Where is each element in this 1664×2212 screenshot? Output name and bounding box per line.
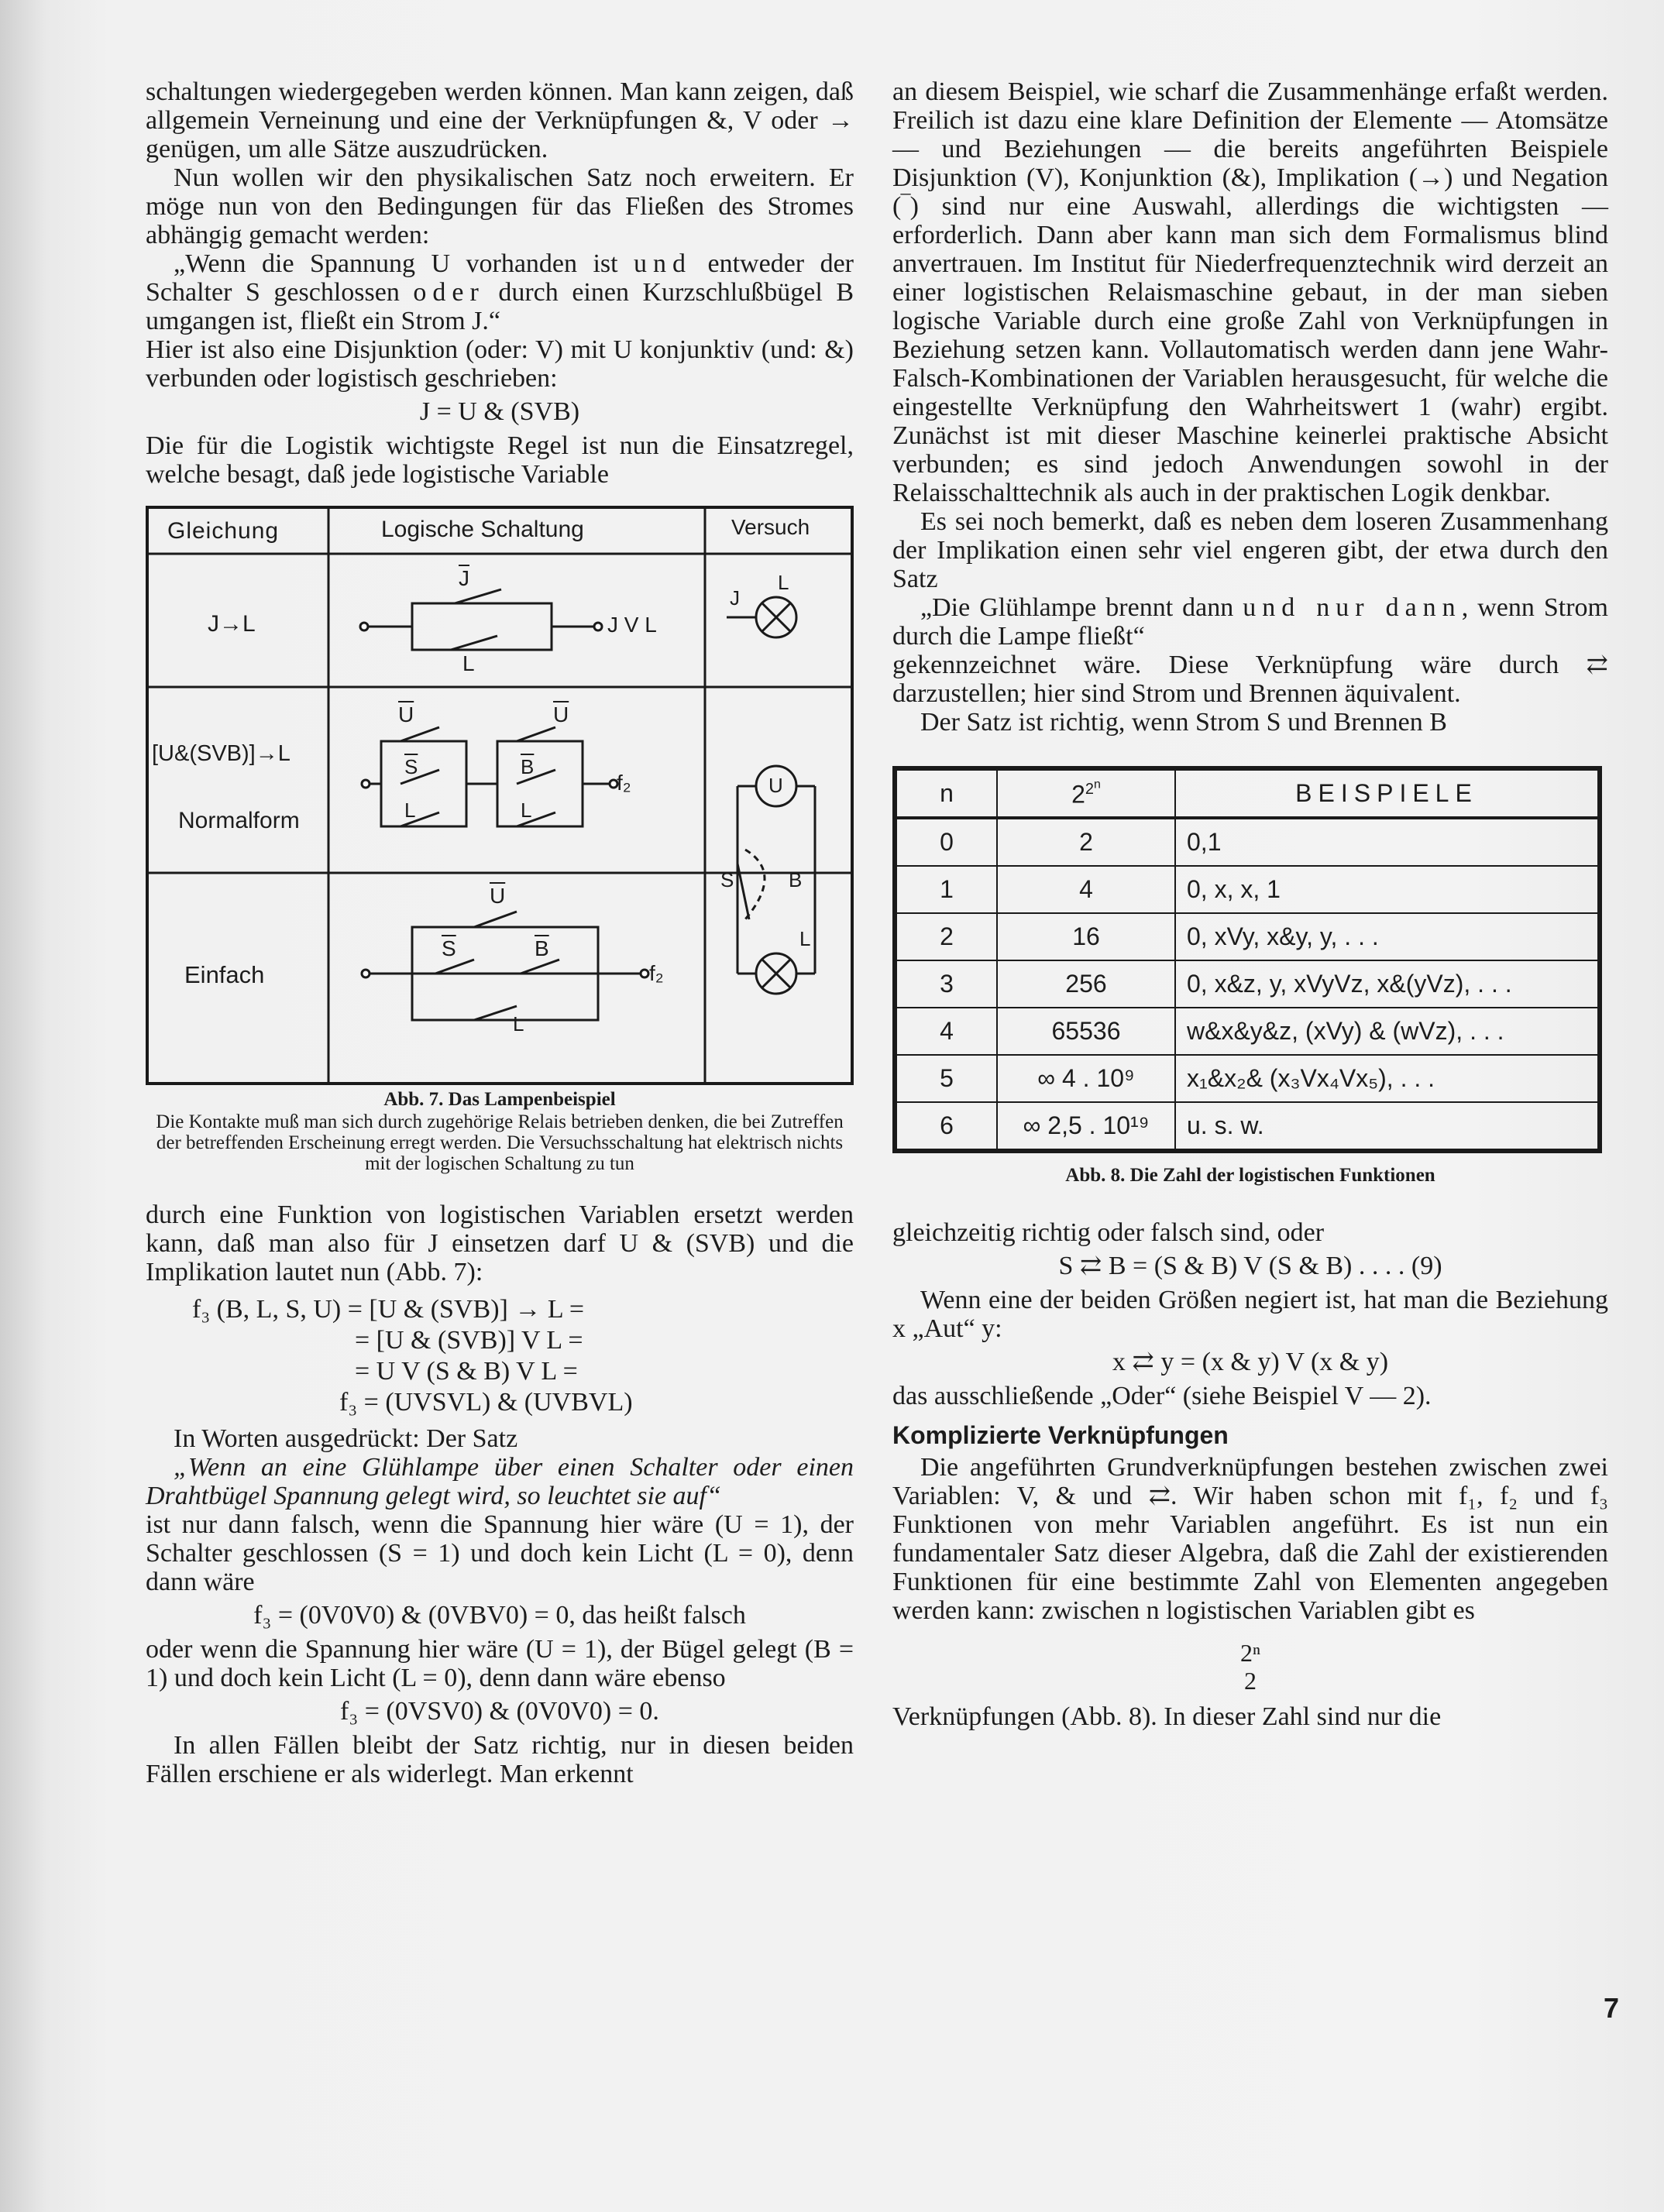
label-f2: f₂ bbox=[617, 771, 631, 795]
table-cell: w&x&y&z, (xVy) & (wVz), . . . bbox=[1175, 1008, 1598, 1055]
emphasis-text: und bbox=[634, 249, 693, 278]
equation: J = U & (SVB) bbox=[419, 397, 580, 426]
equation-line: f₃ = (UVSVL) & (UVBVL) bbox=[339, 1388, 633, 1417]
table-cell: 16 bbox=[997, 913, 1175, 960]
paragraph: schaltungen wiedergegeben werden können. Man kann zeigen, daß allgemein Verneinung und eine der Verknüpfungen &, V oder → genügen, um alle Sätze auszudrücken. bbox=[146, 77, 854, 163]
functions-table bbox=[892, 766, 1602, 1153]
quote-text: „Die Glühlampe brennt dann bbox=[920, 593, 1243, 622]
table-header: n bbox=[896, 770, 997, 817]
figure-caption: Die Kontakte muß man sich durch zugehörige Relais betrieben denken, die bei Zutreffen der betreffenden Erscheinung erregt werden. Die Versuchsschaltung hat elektrisch nichts mit der logischen Schaltung zu tun bbox=[156, 1111, 844, 1174]
table-cell: 1 bbox=[896, 866, 997, 913]
figure-header-versuch: Versuch bbox=[731, 515, 810, 539]
paragraph: Wenn eine der beiden Größen negiert ist, hat man die Beziehung x „Aut“ y: bbox=[892, 1286, 1608, 1343]
functions-table-body bbox=[896, 818, 1599, 1150]
figure-header-gleichung: Gleichung bbox=[167, 518, 280, 544]
table-cell: u. s. w. bbox=[1175, 1102, 1598, 1149]
table-row bbox=[896, 866, 1598, 913]
figure-caption-title: Abb. 7. Das Lampenbeispiel bbox=[383, 1089, 616, 1110]
table-header: BEISPIELE bbox=[1175, 770, 1598, 817]
table-cell: 2 bbox=[896, 913, 997, 960]
paragraph: an diesem Beispiel, wie scharf die Zusammenhänge erfaßt werden. Freilich ist dazu eine klare Definition der Elemente — Atomsätze — und Beziehungen — die bereits angeführten Beispiele Disjunktion (V), Konjunktion (&), Implikation (→) und Negation (‾) sind nur eine Auswahl, allerdings die wichtigsten — erforderlich. Dann aber kann man sich dem Formalismus blind anvertrauen. Im Institut für Niederfrequenztechnik wird derzeit an einer logistischen Relaismaschine gebaut, in der man sieben logische Variable durch eine große Zahl von Verknüpfungen in Beziehung setzen kann. Vollautomatisch werden dann jene Wahr-Falsch-Kombinationen der Variablen herausgesucht, für welche die eingestellte Verknüpfung den Wahrheitswert 1 (wahr) ergibt. Zunächst ist mit dieser Maschine keinerlei praktische Absicht verbunden; es sind jedoch Anwendungen sowohl in der Relaisschalttechnik als auch in der praktischen Logik denkbar. bbox=[892, 77, 1608, 507]
paragraph: Die für die Logistik wichtigste Regel ist nun die Einsatzregel, welche besagt, daß jede logistische Variable bbox=[146, 431, 854, 489]
equation-exponent: 2ⁿ bbox=[1239, 1639, 1261, 1667]
table-cell: 256 bbox=[997, 960, 1175, 1008]
equation-power bbox=[892, 1639, 1608, 1695]
table-cell: 4 bbox=[896, 1008, 997, 1055]
table-cell: 0,1 bbox=[1175, 819, 1598, 866]
equation-line: = U V (S & B) V L = bbox=[355, 1357, 578, 1386]
paragraph: das ausschließende „Oder“ (siehe Beispiel V — 2). bbox=[892, 1382, 1432, 1410]
quote bbox=[892, 593, 1608, 651]
figure-lamp-example bbox=[146, 506, 854, 1085]
paragraph: oder wenn die Spannung hier wäre (U = 1), der Bügel gelegt (B = 1) und doch kein Licht (L = 0), denn dann wäre ebenso bbox=[146, 1635, 854, 1692]
label-b: $\overline{B}$ bbox=[535, 936, 549, 960]
table-cell: ∞ 4 . 10⁹ bbox=[997, 1055, 1175, 1102]
table-cell: 65536 bbox=[997, 1008, 1175, 1055]
label-l: L bbox=[778, 571, 789, 594]
figure-row-label: Einfach bbox=[184, 961, 265, 988]
equation-base: 2 bbox=[1244, 1667, 1257, 1695]
label-jvl: J V L bbox=[607, 613, 657, 637]
label-l: L bbox=[462, 651, 475, 675]
table-cell: 3 bbox=[896, 960, 997, 1008]
equation-block bbox=[192, 1294, 854, 1418]
table-cell: 6 bbox=[896, 1102, 997, 1149]
figure-caption-title: Abb. 8. Die Zahl der logistischen Funktionen bbox=[1065, 1165, 1435, 1186]
figure-row-label: J→L bbox=[208, 611, 256, 637]
quote-text: „Wenn die Spannung U vorhanden ist bbox=[174, 249, 634, 278]
table-row bbox=[896, 819, 1598, 866]
section-heading: Komplizierte Verknüpfungen bbox=[892, 1421, 1229, 1449]
quote bbox=[146, 249, 854, 335]
table-cell: 2 bbox=[997, 819, 1175, 866]
label-s: S bbox=[720, 868, 734, 891]
label-u: $\overline{U}$ bbox=[553, 702, 569, 726]
equation: f₃ = (0V0V0) & (0VBV0) = 0, das heißt falsch bbox=[253, 1601, 746, 1630]
figure-row-label: Normalform bbox=[178, 808, 300, 833]
paragraph: Die angeführten Grundverknüpfungen bestehen zwischen zwei Variablen: V, & und ⇄. Wir haben schon mit f₁, f₂ und f₃ Funktionen von mehr Variablen angeführt. Es ist nun ein fundamentaler Satz dieser Algebra, daß die Zahl der existierenden Funktionen für eine bestimmte Zahl von Elementen angegeben werden kann: zwischen n logistischen Variablen gibt es bbox=[892, 1453, 1608, 1625]
paragraph: ist nur dann falsch, wenn die Spannung hier wäre (U = 1), der Schalter geschlossen (S = 1) und doch kein Licht (L = 0), denn dann wäre bbox=[146, 1510, 854, 1596]
label-l: L bbox=[521, 799, 532, 822]
page-number: 7 bbox=[1604, 1992, 1620, 2024]
functions-table-grid bbox=[896, 769, 1599, 818]
label-u: $\overline{U}$ bbox=[490, 884, 506, 908]
emphasis-text: und nur dann bbox=[1243, 593, 1462, 622]
label-s: $\overline{S}$ bbox=[442, 936, 456, 960]
table-row bbox=[896, 1008, 1598, 1055]
label-f2: f₂ bbox=[649, 961, 664, 985]
paragraph: Es sei noch bemerkt, daß es neben dem loseren Zusammenhang der Implikation einen sehr viel engeren gibt, der etwa durch den Satz bbox=[892, 507, 1608, 593]
table-cell: 0, x&z, y, xVyVz, x&(yVz), . . . bbox=[1175, 960, 1598, 1008]
table-row bbox=[896, 960, 1598, 1008]
paragraph: Der Satz ist richtig, wenn Strom S und Brennen B bbox=[920, 708, 1447, 737]
quote-text: , wenn Strom durch die Lampe fließt“ bbox=[892, 593, 1608, 651]
table-cell: 4 bbox=[997, 866, 1175, 913]
emphasis-text: oder bbox=[413, 278, 485, 307]
table-row bbox=[896, 913, 1598, 960]
figure-header-schaltung: Logische Schaltung bbox=[381, 517, 584, 542]
paragraph: Hier ist also eine Disjunktion (oder: V) mit U konjunktiv (und: &) verbunden oder logistisch geschrieben: bbox=[146, 335, 854, 393]
table-header-row bbox=[896, 770, 1598, 817]
figure-lamp-diagram bbox=[149, 509, 851, 1082]
label-u: U bbox=[768, 774, 783, 797]
left-column bbox=[146, 77, 854, 1788]
table-cell: ∞ 2,5 . 10¹⁹ bbox=[997, 1102, 1175, 1149]
table-cell: 0, x, x, 1 bbox=[1175, 866, 1598, 913]
paragraph: durch eine Funktion von logistischen Variablen ersetzt werden kann, daß man also für J einsetzen darf U & (SVB) und die Implikation lautet nun (Abb. 7): bbox=[146, 1200, 854, 1286]
equation: S ⇄ B = (S & B) V (S & B) . . . . (9) bbox=[1058, 1252, 1442, 1280]
equation-line: f₃ (B, L, S, U) = [U & (SVB)] → L = bbox=[192, 1295, 585, 1324]
table-row bbox=[896, 1055, 1598, 1102]
label-u: $\overline{U}$ bbox=[398, 702, 414, 726]
paragraph: In allen Fällen bleibt der Satz richtig, nur in diesen beiden Fällen erschiene er als widerlegt. Man erkennt bbox=[146, 1731, 854, 1788]
equation: x ⇄ y = (x & y) V (x & y) bbox=[1112, 1348, 1389, 1376]
label-j: $\overline{J}$ bbox=[459, 566, 469, 590]
table-cell: x₁&x₂& (x₃Vx₄Vx₅), . . . bbox=[1175, 1055, 1598, 1102]
paragraph: Verknüpfungen (Abb. 8). In dieser Zahl sind nur die bbox=[892, 1702, 1442, 1731]
label-b: B bbox=[789, 868, 803, 891]
table-header: $2^{2^n}$ bbox=[997, 770, 1175, 817]
label-b: $\overline{B}$ bbox=[521, 755, 535, 778]
equation: f₃ = (0VSV0) & (0V0V0) = 0. bbox=[340, 1697, 659, 1726]
paragraph: Nun wollen wir den physikalischen Satz noch erweitern. Er möge nun von den Bedingungen für das Fließen des Stromes abhängig gemacht werden: bbox=[146, 163, 854, 249]
label-s: $\overline{S}$ bbox=[404, 755, 418, 778]
table-cell: 0 bbox=[896, 819, 997, 866]
label-l: L bbox=[799, 927, 811, 950]
table-cell: 5 bbox=[896, 1055, 997, 1102]
label-l: L bbox=[404, 799, 416, 822]
label-l: L bbox=[513, 1012, 524, 1036]
table-row bbox=[896, 1102, 1598, 1149]
paragraph: In Worten ausgedrückt: Der Satz bbox=[174, 1424, 518, 1453]
label-j: J bbox=[730, 586, 740, 610]
quote-text: durch einen Kurzschlußbügel B umgangen ist, fließt ein Strom J.“ bbox=[146, 278, 854, 335]
quote: „Wenn an eine Glühlampe über einen Schalter oder einen Drahtbügel Spannung gelegt wird, so leuchtet sie auf“ bbox=[146, 1453, 854, 1510]
figure-row-label: [U&(SVB)]→L bbox=[152, 741, 291, 766]
paragraph: gekennzeichnet wäre. Diese Verknüpfung wäre durch ⇄ darzustellen; hier sind Strom und Brennen äquivalent. bbox=[892, 651, 1608, 708]
right-column bbox=[892, 77, 1608, 1731]
paragraph: gleichzeitig richtig oder falsch sind, oder bbox=[892, 1218, 1325, 1247]
equation-line: = [U & (SVB)] V L = bbox=[355, 1326, 583, 1355]
quote-text: entweder der Schalter S geschlossen bbox=[146, 249, 854, 307]
table-cell: 0, xVy, x&y, y, . . . bbox=[1175, 913, 1598, 960]
